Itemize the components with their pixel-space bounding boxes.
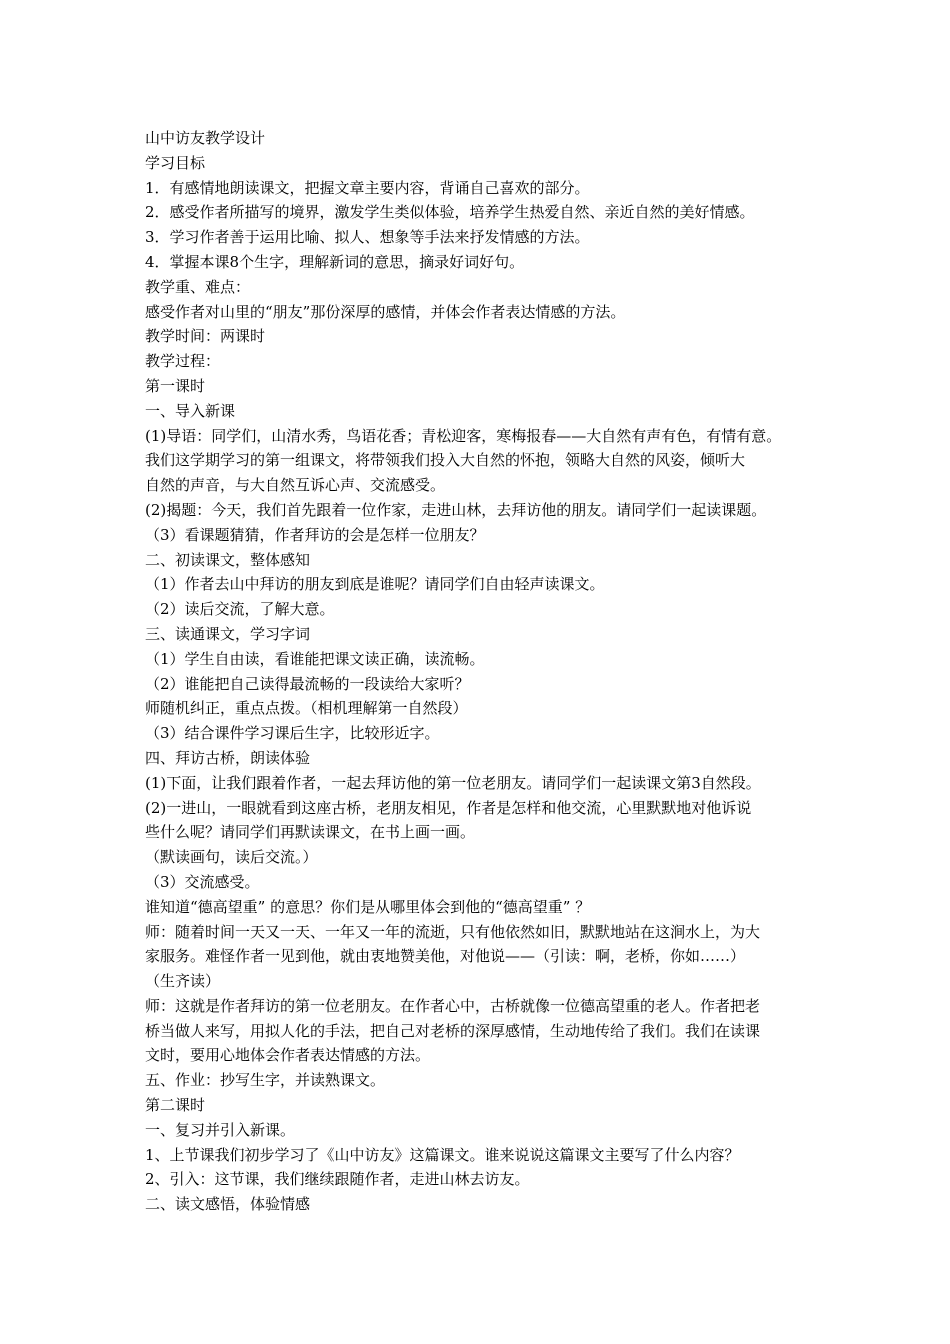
text-line: (1)下面，让我们跟着作者，一起去拜访他的第一位老朋友。请同学们一起读课文第3自然段。 [145,773,761,792]
text-line: 一、复习并引入新课。 [145,1120,296,1139]
text-line: 教学时间：两课时 [145,327,266,346]
text-line: 1、上节课我们初步学习了《山中访友》这篇课文。谁来说说这篇课文主要写了什么内容？ [145,1145,740,1164]
text-line: （3）结合课件学习课后生字，比较形近字。 [145,724,440,743]
text-line: 家服务。难怪作者一见到他，就由衷地赞美他，对他说——（引读：啊，老桥，你如……） [145,947,746,966]
text-line: （2）谁能把自己读得最流畅的一段读给大家听？ [145,674,470,693]
text-line: 4．掌握本课8个生字，理解新词的意思，摘录好词好句。 [145,252,525,271]
document-page [145,126,825,1217]
text-line: 教学过程： [145,352,221,371]
text-line: 师：随着时间一天又一天、一年又一年的流逝，只有他依然如旧，默默地站在这涧水上，为大 [145,922,761,941]
text-line: （生齐读） [145,972,221,991]
text-line: （3）交流感受。 [145,872,260,891]
text-line: 1．有感情地朗读课文，把握文章主要内容，背诵自己喜欢的部分。 [145,178,590,197]
text-line: 二、初读课文，整体感知 [145,550,311,569]
text-line: 2．感受作者所描写的境界，激发学生类似体验，培养学生热爱自然、亲近自然的美好情感。 [145,203,755,222]
text-line: 三、读通课文，学习字词 [145,624,311,643]
text-line: 师：这就是作者拜访的第一位老朋友。在作者心中，古桥就像一位德高望重的老人。作者把老 [145,996,761,1015]
text-line: （默读画句，读后交流。） [145,848,318,867]
text-line: 山中访友教学设计 [145,129,266,147]
text-line: 二、读文感悟，体验情感 [145,1195,311,1214]
text-line: (2)一进山，一眼就看到这座古桥，老朋友相见，作者是怎样和他交流，心里默默地对他诉说 [145,798,752,817]
text-line: 3．学习作者善于运用比喻、拟人、想象等手法来抒发情感的方法。 [145,228,590,247]
text-line: 谁知道“德高望重” 的意思？你们是从哪里体会到他的“德高望重” ？ [145,897,591,916]
text-line: 一、导入新课 [145,401,236,420]
text-line: 学习目标 [145,153,206,172]
text-line: 感受作者对山里的“朋友”那份深厚的感情，并体会作者表达情感的方法。 [145,302,626,321]
text-line: 桥当做人来写，用拟人化的手法，把自己对老桥的深厚感情，生动地传给了我们。我们在读课 [145,1021,761,1040]
text-line: 我们这学期学习的第一组课文，将带领我们投入大自然的怀抱，领略大自然的风姿，倾听大 [145,451,746,470]
text-line: (1)导语：同学们，山清水秀，鸟语花香；青松迎客，寒梅报春——大自然有声有色，有情有意。 [145,426,782,445]
text-line: 四、拜访古桥，朗读体验 [145,748,311,767]
text-line: 自然的声音，与大自然互诉心声、交流感受。 [145,476,446,495]
text-line: 些什么呢？请同学们再默读课文，在书上画一画。 [145,823,476,842]
text-line: （3）看课题猜猜，作者拜访的会是怎样一位朋友？ [145,525,485,544]
text-line: 第一课时 [145,376,206,395]
text-line: 文时，要用心地体会作者表达情感的方法。 [145,1046,431,1065]
text-line: (2)揭题：今天，我们首先跟着一位作家，走进山林，去拜访他的朋友。请同学们一起读课题。 [145,500,767,519]
text-line: （1）作者去山中拜访的朋友到底是谁呢？请同学们自由轻声读课文。 [145,575,605,594]
text-line: 第二课时 [145,1096,206,1115]
text-line: （1）学生自由读，看谁能把课文读正确，读流畅。 [145,649,485,668]
text-line: （2）读后交流，了解大意。 [145,600,335,619]
text-line: 师随机纠正，重点点拨。（相机理解第一自然段） [145,699,468,718]
text-line: 五、作业：抄写生字，并读熟课文。 [145,1071,386,1090]
text-line: 教学重、难点： [145,277,251,296]
text-line: 2、引入：这节课，我们继续跟随作者，走进山林去访友。 [145,1170,530,1189]
